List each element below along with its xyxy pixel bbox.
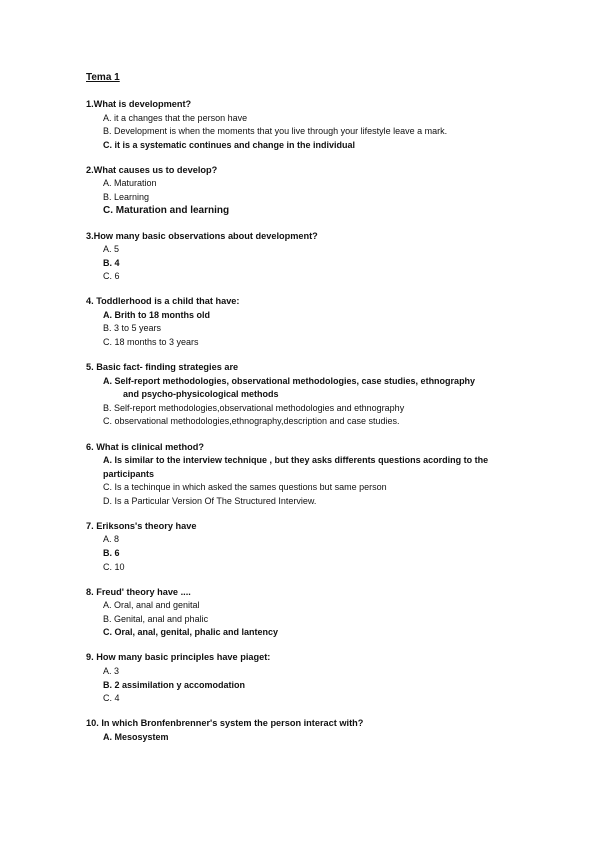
option-c: C. Maturation and learning xyxy=(103,205,230,217)
question-5 xyxy=(86,361,526,429)
question-4 xyxy=(86,295,526,349)
option-b: B. Genital, anal and phalic xyxy=(103,613,209,624)
option-a: A. Mesosystem xyxy=(103,731,169,742)
question-text: 7. Eriksons's theory have xyxy=(86,520,197,531)
options-list xyxy=(86,112,526,153)
option-d: D. Is a Particular Version Of The Structured Interview. xyxy=(103,495,317,506)
option-c: C. observational methodologies,ethnography,description and case studies. xyxy=(103,416,400,427)
option-b: B. 2 assimilation y accomodation xyxy=(103,679,246,690)
question-text: 4. Toddlerhood is a child that have: xyxy=(86,296,240,307)
question-1 xyxy=(86,98,526,152)
question-text: 6. What is clinical method? xyxy=(86,441,204,452)
question-2 xyxy=(86,164,526,218)
question-text: 8. Freud' theory have .... xyxy=(86,586,191,597)
options-list xyxy=(86,665,526,706)
question-text: 10. In which Bronfenbrenner's system the person interact with? xyxy=(86,718,364,729)
options-list xyxy=(86,177,526,218)
option-c: C. 10 xyxy=(103,561,125,572)
option-b: B. Learning xyxy=(103,191,150,202)
option-c: C. 6 xyxy=(103,271,120,282)
question-6 xyxy=(86,441,526,509)
question-10 xyxy=(86,717,526,744)
quiz-list xyxy=(86,98,526,756)
option-a: A. Is similar to the interview technique , but they asks differents questions acording to the participants xyxy=(103,455,489,479)
question-9 xyxy=(86,651,526,705)
option-c: C. Oral, anal, genital, phalic and lantency xyxy=(103,627,279,638)
option-a: A. 8 xyxy=(103,534,120,545)
option-c: C. 4 xyxy=(103,693,120,704)
question-text: 9. How many basic principles have piaget: xyxy=(86,652,271,663)
options-list xyxy=(86,375,526,429)
question-7 xyxy=(86,520,526,574)
question-3 xyxy=(86,230,526,284)
question-text: 2.What causes us to develop? xyxy=(86,164,218,175)
options-list xyxy=(86,454,526,508)
option-b: B. 3 to 5 years xyxy=(103,323,162,334)
options-list xyxy=(86,243,526,284)
option-b: B. Development is when the moments that you live through your lifestyle leave a mark. xyxy=(103,126,448,137)
option-a: A. Brith to 18 months old xyxy=(103,309,210,320)
question-8 xyxy=(86,586,526,640)
question-text: 5. Basic fact- finding strategies are xyxy=(86,362,239,373)
question-text: 1.What is development? xyxy=(86,99,192,109)
option-a-label: A. Self-report methodologies, observational methodologies, case studies, ethnography xyxy=(103,375,476,386)
option-c: C. it is a systematic continues and change in the individual xyxy=(103,139,356,150)
page-title: Tema 1 xyxy=(86,72,120,83)
options-list xyxy=(86,533,526,574)
option-a: A. 3 xyxy=(103,665,120,676)
option-a: A. it a changes that the person have xyxy=(103,112,248,123)
question-text: 3.How many basic observations about development? xyxy=(86,230,318,241)
option-a-continuation: and psycho-physicological methods xyxy=(123,389,279,400)
option-c: C. Is a techinque in which asked the sames questions but same person xyxy=(103,482,387,493)
option-a: A. Maturation xyxy=(103,178,157,189)
option-b: B. 6 xyxy=(103,547,120,558)
options-list xyxy=(86,309,526,350)
option-a: A. Oral, anal and genital xyxy=(103,600,200,611)
option-a: A. 5 xyxy=(103,244,120,255)
option-a xyxy=(103,375,526,402)
options-list xyxy=(86,731,526,745)
option-b: B. 4 xyxy=(103,257,120,268)
option-c: C. 18 months to 3 years xyxy=(103,337,199,348)
option-b: B. Self-report methodologies,observational methodologies and ethnography xyxy=(103,402,405,413)
options-list xyxy=(86,599,526,640)
